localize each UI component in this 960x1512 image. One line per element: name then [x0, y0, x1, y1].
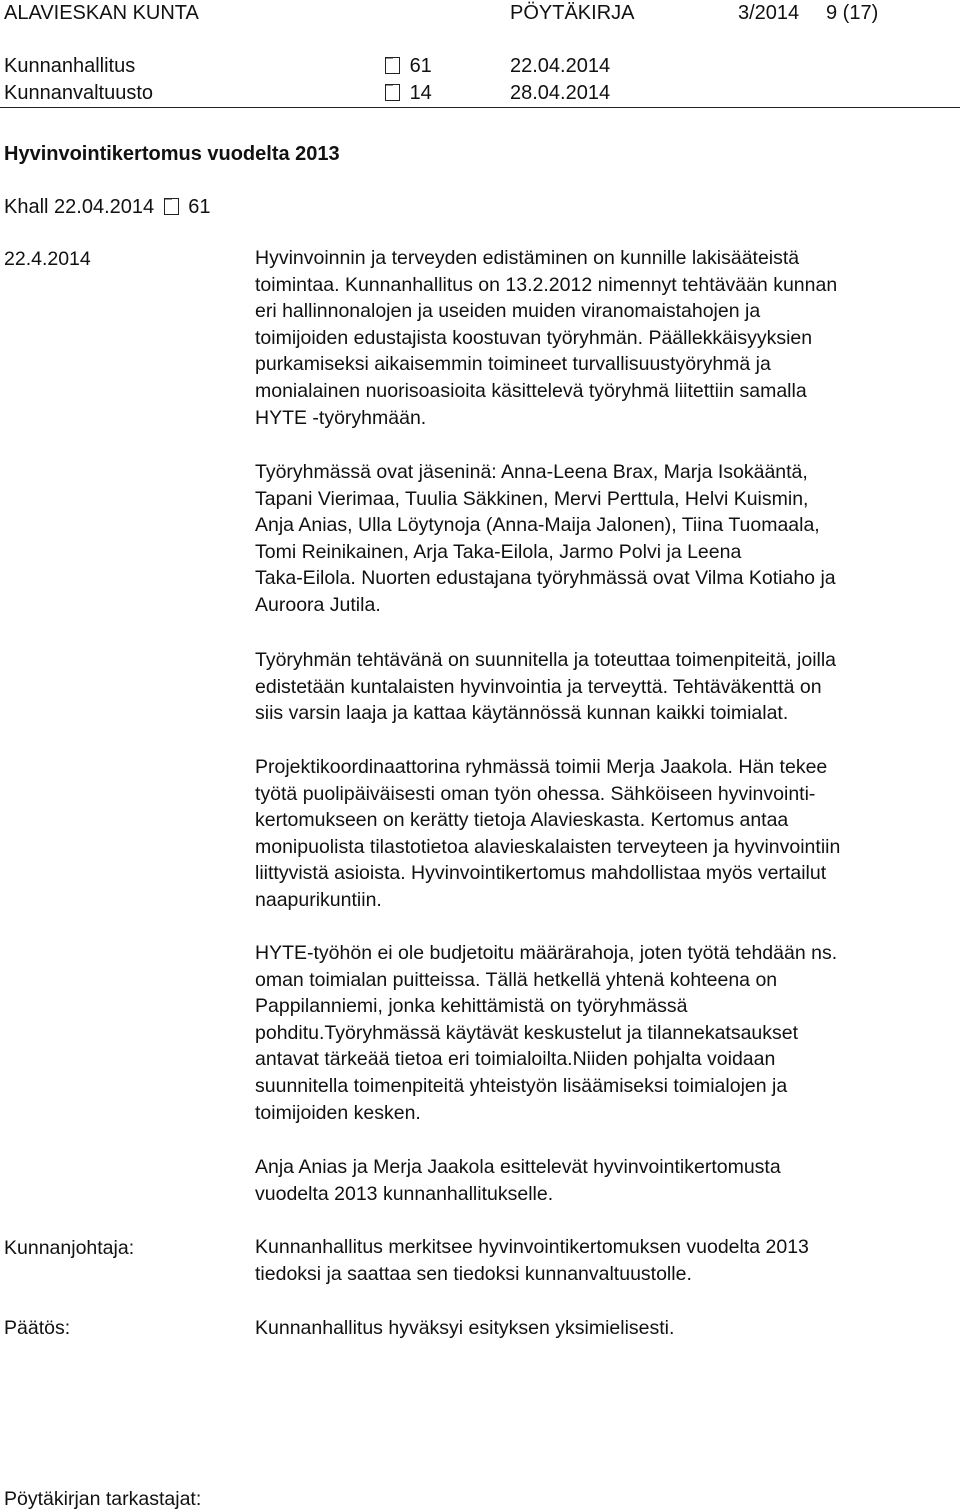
text-line: monipuolista tilastotietoa alavieskalaisten terveyteen ja hyvinvointiin — [255, 835, 841, 858]
text-line: Kunnanhallitus merkitsee hyvinvointikertomuksen vuodelta 2013 — [255, 1236, 809, 1258]
text-line: pohditu.Työryhmässä käytävät keskustelut ja tilannekatsaukset — [255, 1021, 799, 1044]
section-ref-1 — [385, 55, 432, 78]
text-line: purkamiseksi aikaisemmin toimineet turvallisuustyöryhmä ja — [255, 353, 771, 376]
text-line: oman toimialan puitteissa. Tällä hetkellä yhtenä kohteena on — [255, 968, 778, 991]
text-line: eri hallinnonalojen ja useiden muiden viranomaistahojen ja — [255, 300, 761, 323]
reference-section: 61 — [188, 196, 211, 218]
proposal-label: Kunnanjohtaja: — [4, 1237, 135, 1259]
meeting-body-1: Kunnanhallitus — [4, 55, 136, 77]
text-line: toimijoiden edustajista koostuvan työryhmän. Päällekkäisyyksien — [255, 326, 813, 349]
text-line: Pappilanniemi, jonka kehittämistä on työryhmässä — [255, 995, 688, 1018]
text-line: Auroora Jutila. — [255, 593, 381, 616]
reference-line — [4, 196, 211, 219]
section-sign-icon — [385, 84, 400, 101]
text-line: Tapani Vierimaa, Tuulia Säkkinen, Mervi Perttula, Helvi Kuismin, — [255, 487, 809, 510]
text-line: työtä puolipäiväisesti oman työn ohessa. Sähköiseen hyvinvointi- — [255, 782, 816, 805]
meeting-date-2: 28.04.2014 — [510, 82, 611, 104]
text-line: antavat tärkeää tietoa eri toimialoilta.Niiden pohjalta voidaan — [255, 1048, 776, 1071]
page-number: 9 (17) — [826, 2, 879, 24]
inspectors-label: Pöytäkirjan tarkastajat: — [4, 1488, 202, 1510]
text-line: Työryhmässä ovat jäseninä: Anna-Leena Brax, Marja Isokääntä, — [255, 461, 808, 483]
text-line: suunnitella toimenpiteitä yhteistyön lisäämiseksi toimialojen ja — [255, 1074, 788, 1097]
paragraph-tasks — [255, 647, 955, 727]
section-number-2: 14 — [409, 82, 432, 104]
text-line: Anja Anias ja Merja Jaakola esittelevät hyvinvointikertomusta — [255, 1156, 781, 1178]
text-line: edistetään kuntalaisten hyvinvointia ja terveyttä. Tehtäväkenttä on — [255, 675, 822, 698]
text-line: Tomi Reinikainen, Arja Taka-Eilola, Jarmo Polvi ja Leena — [255, 540, 742, 563]
date-label: 22.4.2014 — [4, 248, 91, 270]
org-name: ALAVIESKAN KUNTA — [4, 2, 199, 24]
header-divider — [0, 107, 960, 108]
proposal-text — [255, 1234, 955, 1287]
decision-text: Kunnanhallitus hyväksyi esityksen yksimielisesti. — [255, 1317, 675, 1339]
text-line: HYTE-työhön ei ole budjetoitu määrärahoja, joten työtä tehdään ns. — [255, 942, 838, 964]
decision-label: Päätös: — [4, 1317, 71, 1339]
text-line: Anja Anias, Ulla Löytynoja (Anna-Maija Jalonen), Tiina Tuomaala, — [255, 514, 820, 537]
paragraph-members — [255, 459, 955, 619]
text-line: Taka-Eilola. Nuorten edustajana työryhmässä ovat Vilma Kotiaho ja — [255, 567, 836, 590]
text-line: kertomukseen on kerätty tietoja Alavieskasta. Kertomus antaa — [255, 809, 789, 832]
page-title: Hyvinvointikertomus vuodelta 2013 — [4, 143, 340, 165]
text-line: Työryhmän tehtävänä on suunnitella ja toteuttaa toimenpiteitä, joilla — [255, 649, 837, 671]
paragraph-intro — [255, 245, 955, 431]
section-ref-2 — [385, 82, 432, 105]
text-line: toimintaa. Kunnanhallitus on 13.2.2012 nimennyt tehtävään kunnan — [255, 273, 838, 296]
text-line: Hyvinvoinnin ja terveyden edistäminen on kunnille lakisääteistä — [255, 247, 800, 269]
reference-prefix: Khall 22.04.2014 — [4, 196, 155, 218]
text-line: naapurikuntiin. — [255, 888, 382, 911]
text-line: monialainen nuorisoasioita käsittelevä työryhmä liitettiin samalla — [255, 379, 807, 402]
section-number-1: 61 — [409, 55, 432, 77]
paragraph-budget — [255, 940, 955, 1126]
text-line: tiedoksi ja saattaa sen tiedoksi kunnanvaltuustolle. — [255, 1262, 692, 1285]
doc-type: PÖYTÄKIRJA — [510, 2, 635, 24]
paragraph-coordinator — [255, 754, 955, 914]
text-line: siis varsin laaja ja kattaa käytännössä kunnan kaikki toimialat. — [255, 702, 789, 725]
doc-number: 3/2014 — [738, 2, 800, 24]
text-line: vuodelta 2013 kunnanhallitukselle. — [255, 1182, 554, 1205]
text-line: toimijoiden kesken. — [255, 1101, 421, 1124]
paragraph-presentation — [255, 1154, 955, 1207]
meeting-date-1: 22.04.2014 — [510, 55, 611, 77]
meeting-body-2: Kunnanvaltuusto — [4, 82, 154, 104]
text-line: liittyvistä asioista. Hyvinvointikertomus mahdollistaa myös vertailut — [255, 862, 827, 885]
section-sign-icon — [164, 198, 179, 215]
section-sign-icon — [385, 57, 400, 74]
text-line: Projektikoordinaattorina ryhmässä toimii Merja Jaakola. Hän tekee — [255, 756, 828, 778]
text-line: HYTE -työryhmään. — [255, 406, 427, 429]
